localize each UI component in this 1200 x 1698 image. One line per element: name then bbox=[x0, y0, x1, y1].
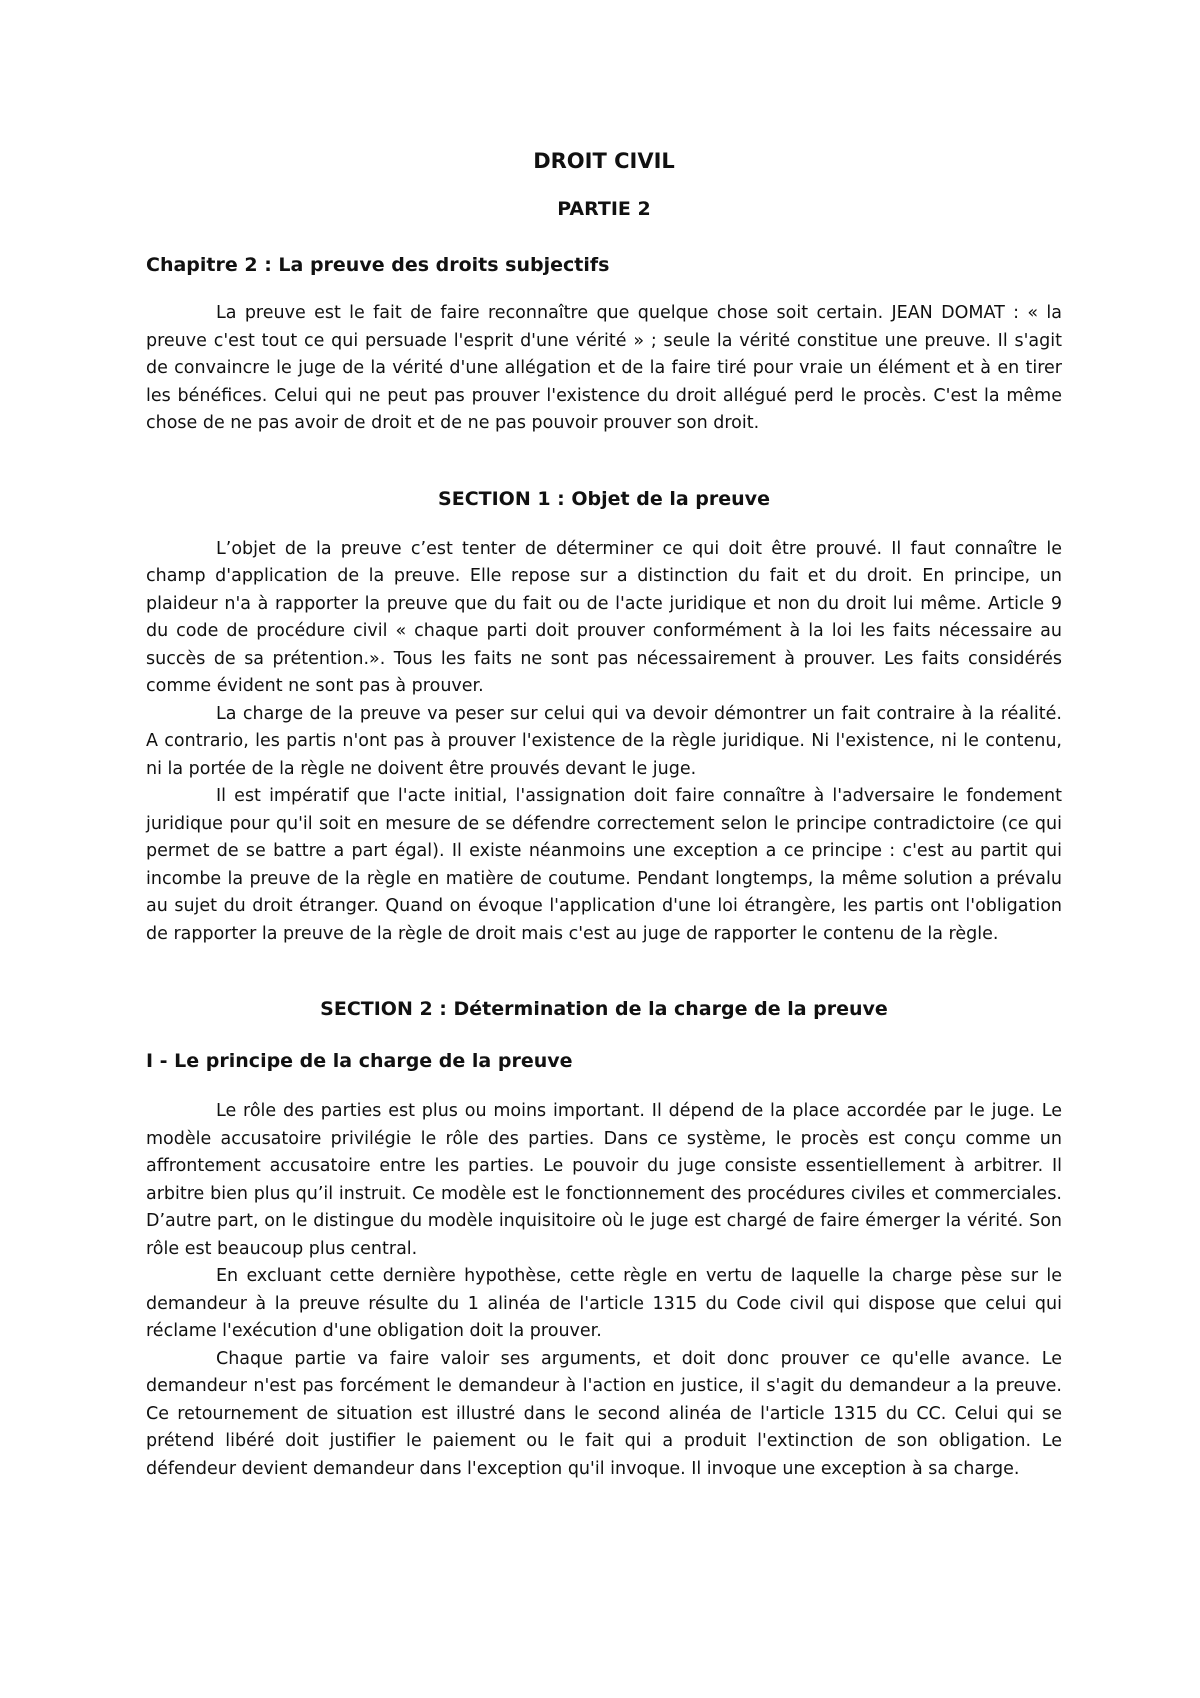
section-1-paragraph: Il est impératif que l'acte initial, l'assignation doit faire connaître à l'adversaire le fondement juridique pour qu'il soit en mesure de se défendre correctement selon le principe contradictoire (ce qui permet de se battre a part égal). Il existe néanmoins une exception a ce principe : c'est au partit qui incombe la preuve de la règle en matière de coutume. Pendant longtemps, la même solution a prévalu au sujet du droit étranger. Quand on évoque l'application d'une loi étrangère, les partis ont l'obligation de rapporter la preuve de la règle de droit mais c'est au juge de rapporter le contenu de la règle. bbox=[146, 786, 1062, 944]
intro-paragraph: La preuve est le fait de faire reconnaître que quelque chose soit certain. JEAN DOMAT : « la preuve c'est tout ce qui persuade l'esprit d'une vérité » ; seule la vérité constitue une preuve. Il s'agit de convaincre le juge de la vérité d'une allégation et de la faire tiré pour vraie un élément et à en tirer les bénéfices. Celui qui ne peut pas prouver l'existence du droit allégué perd le procès. C'est la même chose de ne pas avoir de droit et de ne pas pouvoir prouver son droit. bbox=[146, 303, 1062, 433]
section-2-paragraph: Le rôle des parties est plus ou moins important. Il dépend de la place accordée par le juge. Le modèle accusatoire privilégie le rôle des parties. Dans ce système, le procès est conçu comme un affrontement accusatoire entre les parties. Le pouvoir du juge consiste essentiellement à arbitrer. Il arbitre bien plus qu’il instruit. Ce modèle est le fonctionnement des procédures civiles et commerciales. D’autre part, on le distingue du modèle inquisitoire où le juge est chargé de faire émerger la vérité. Son rôle est beaucoup plus central. bbox=[146, 1101, 1062, 1259]
section-2-paragraph: En excluant cette dernière hypothèse, cette règle en vertu de laquelle la charge pèse sur le demandeur à la preuve résulte du 1 alinéa de l'article 1315 du Code civil qui dispose que celui qui réclame l'exécution d'une obligation doit la prouver. bbox=[146, 1266, 1062, 1341]
subsection-heading: I - Le principe de la charge de la preuve bbox=[146, 1050, 573, 1072]
chapter-heading: Chapitre 2 : La preuve des droits subjectifs bbox=[146, 254, 610, 276]
section-2-paragraph: Chaque partie va faire valoir ses arguments, et doit donc prouver ce qu'elle avance. Le demandeur n'est pas forcément le demandeur à l'action en justice, il s'agit du demandeur a la preuve. Ce retournement de situation est illustré dans le second alinéa de l'article 1315 du CC. Celui qui se prétend libéré doit justifier le paiement ou le fait qui a produit l'extinction de son obligation. Le défendeur devient demandeur dans l'exception qu'il invoque. Il invoque une exception à sa charge. bbox=[146, 1348, 1062, 1479]
document-title: DROIT CIVIL bbox=[533, 149, 675, 173]
document-subtitle: PARTIE 2 bbox=[557, 198, 651, 220]
section-2-heading: SECTION 2 : Détermination de la charge de la preuve bbox=[320, 998, 888, 1020]
section-1-heading: SECTION 1 : Objet de la preuve bbox=[438, 487, 770, 510]
document-body bbox=[146, 146, 1062, 1483]
section-1-paragraph: La charge de la preuve va peser sur celui qui va devoir démontrer un fait contraire à la réalité. A contrario, les partis n'ont pas à prouver l'existence de la règle juridique. Ni l'existence, ni le contenu, ni la portée de la règle ne doivent être prouvés devant le juge. bbox=[146, 703, 1062, 779]
section-1-paragraph: L’objet de la preuve c’est tenter de déterminer ce qui doit être prouvé. Il faut connaître le champ d'application de la preuve. Elle repose sur a distinction du fait et du droit. En principe, un plaideur n'a à rapporter la preuve que du fait ou de l'acte juridique et non du droit lui même. Article 9 du code de procédure civil « chaque parti doit prouver conformément à la loi les faits nécessaire au succès de sa prétention.». Tous les faits ne sont pas nécessairement à prouver. Les faits considérés comme évident ne sont pas à prouver. bbox=[146, 538, 1062, 696]
